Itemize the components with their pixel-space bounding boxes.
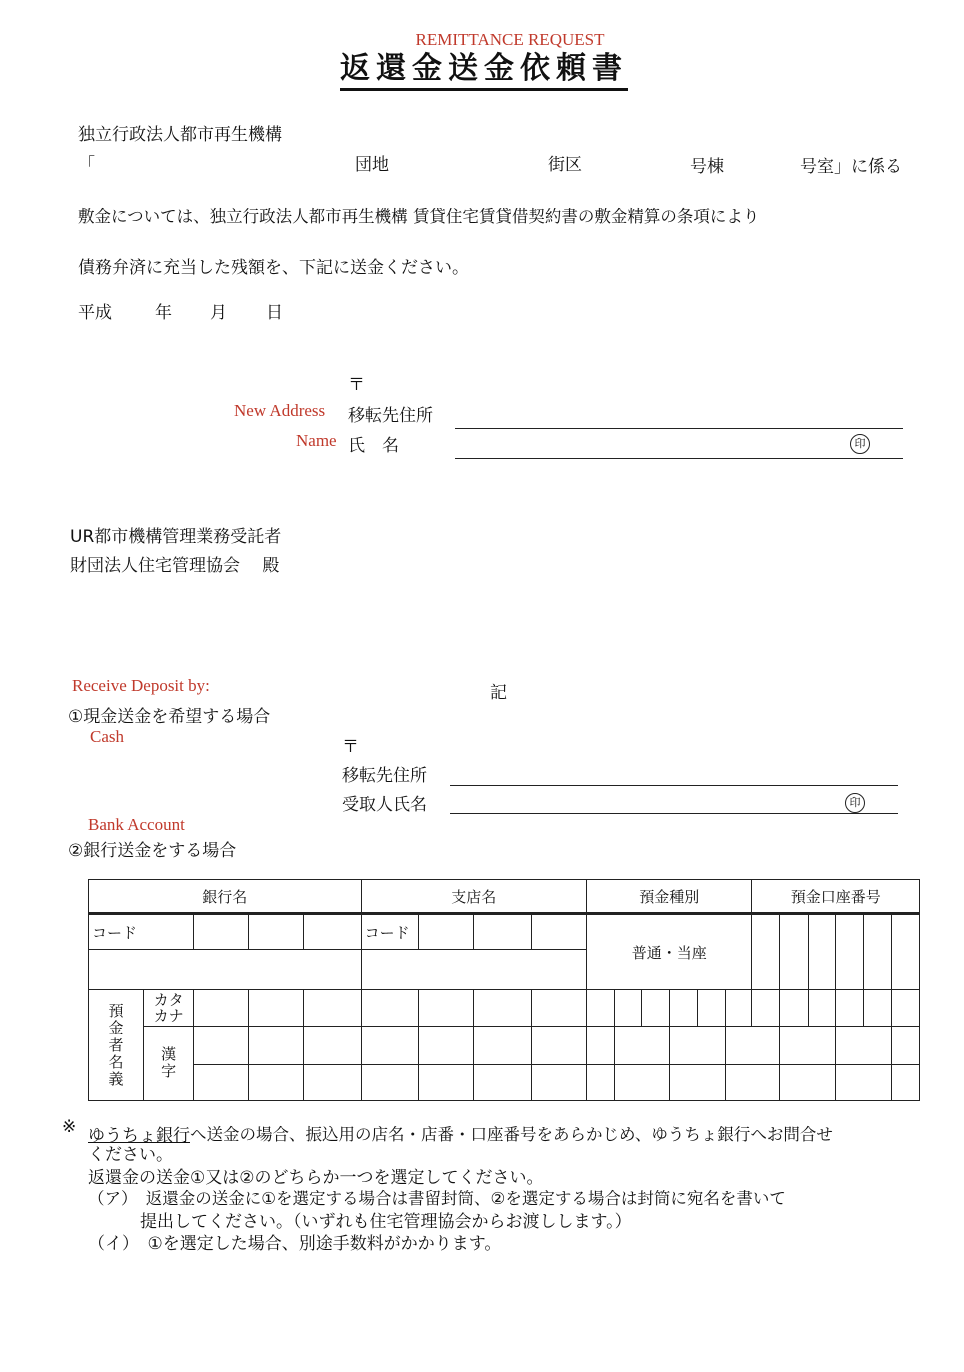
date-year: 年	[155, 303, 172, 323]
katakana-cell[interactable]	[698, 990, 726, 1026]
kanji-cell[interactable]	[780, 1064, 835, 1100]
cash-postal-mark: 〒	[342, 737, 359, 757]
kanji-label: 漢字	[159, 1046, 178, 1081]
kanji-cell[interactable]	[726, 1026, 780, 1064]
ki-label: 記	[490, 683, 507, 703]
kanji-cell[interactable]	[670, 1064, 726, 1100]
kanji-cell[interactable]	[304, 1026, 361, 1064]
gotou-label: 号棟	[690, 157, 724, 177]
postal-mark: 〒	[348, 375, 365, 395]
kanji-cell[interactable]	[615, 1026, 670, 1064]
katakana-cell[interactable]	[473, 990, 531, 1026]
danchi-label: 団地	[355, 155, 389, 175]
kanji-cell[interactable]	[780, 1026, 835, 1064]
date-day: 日	[266, 303, 283, 323]
branch-name-input[interactable]	[361, 950, 586, 990]
kanji-cell[interactable]	[835, 1026, 891, 1064]
kanji-cell[interactable]	[835, 1064, 891, 1100]
addressee-line1: UR都市機構管理業務受託者	[70, 527, 282, 547]
intro-line3: 敷金については、独立行政法人都市再生機構 賃貸住宅賃貸借契約書の敷金精算の条項により	[78, 207, 760, 226]
katakana-cell[interactable]	[891, 990, 919, 1026]
branch-code-cell[interactable]	[531, 914, 586, 950]
gaiku-label: 街区	[548, 155, 582, 175]
option1-en: Cash	[90, 727, 124, 746]
note-line4: （ア） 返還金の送金に①を選定する場合は書留封筒、②を選定する場合は封筒に宛名を書いて	[88, 1189, 786, 1208]
intro-line4: 債務弁済に充当した残額を、下記に送金ください。	[78, 258, 469, 278]
title-english: REMITTANCE REQUEST	[415, 30, 605, 49]
kanji-cell[interactable]	[418, 1064, 473, 1100]
katakana-cell[interactable]	[863, 990, 891, 1026]
bracket-open: 「	[78, 155, 95, 175]
title-japanese: 返還金送金依頼書	[340, 50, 628, 91]
katakana-cell[interactable]	[642, 990, 670, 1026]
kanji-cell[interactable]	[891, 1064, 919, 1100]
bank-code-cell[interactable]	[304, 914, 361, 950]
katakana-cell[interactable]	[615, 990, 642, 1026]
cash-address-jp: 移転先住所	[342, 766, 427, 786]
katakana-cell[interactable]	[304, 990, 361, 1026]
account-number-cell[interactable]	[808, 914, 835, 990]
account-number-cell[interactable]	[835, 914, 863, 990]
date-month: 月	[210, 303, 227, 323]
kanji-cell[interactable]	[249, 1026, 304, 1064]
holder-label-cell	[89, 990, 144, 1101]
receive-deposit-en: Receive Deposit by:	[72, 676, 210, 695]
name-field-line[interactable]	[455, 458, 903, 459]
katakana-cell[interactable]	[780, 990, 808, 1026]
katakana-cell[interactable]	[808, 990, 835, 1026]
katakana-cell[interactable]	[361, 990, 418, 1026]
cash-address-line[interactable]	[450, 785, 898, 786]
kanji-cell[interactable]	[361, 1064, 418, 1100]
kanji-cell[interactable]	[194, 1064, 249, 1100]
note-line3: 返還金の送金①又は②のどちらか一つを選定してください。	[88, 1168, 544, 1188]
cash-seal-icon: 印	[845, 793, 865, 813]
katakana-label: カタカナ	[144, 990, 194, 1026]
goushitsu-label: 号室」に係る	[800, 157, 902, 177]
katakana-cell[interactable]	[531, 990, 586, 1026]
bank-name-header: 銀行名	[89, 880, 362, 914]
kanji-cell[interactable]	[615, 1064, 670, 1100]
kanji-cell[interactable]	[726, 1064, 780, 1100]
katakana-cell[interactable]	[194, 990, 249, 1026]
katakana-cell[interactable]	[835, 990, 863, 1026]
recipient-name-jp: 受取人氏名	[342, 795, 427, 815]
bank-code-cell[interactable]	[194, 914, 249, 950]
account-number-cell[interactable]	[891, 914, 919, 990]
seal-icon: 印	[850, 434, 870, 454]
addressee-line2: 財団法人住宅管理協会 殿	[70, 556, 280, 576]
branch-code-label: コード	[361, 914, 418, 950]
account-type-value[interactable]: 普通・当座	[587, 914, 752, 990]
branch-name-header: 支店名	[361, 880, 586, 914]
katakana-cell[interactable]	[670, 990, 698, 1026]
kanji-cell[interactable]	[361, 1026, 418, 1064]
account-number-cell[interactable]	[752, 914, 780, 990]
katakana-cell[interactable]	[249, 990, 304, 1026]
katakana-cell[interactable]	[726, 990, 752, 1026]
kanji-cell[interactable]	[249, 1064, 304, 1100]
account-type-header: 預金種別	[587, 880, 752, 914]
bank-name-input[interactable]	[89, 950, 362, 990]
address-field-line[interactable]	[455, 428, 903, 429]
note-line5: 提出してください。（いずれも住宅管理協会からお渡しします。）	[140, 1212, 632, 1232]
holder-label: 預金者名義	[106, 1002, 125, 1088]
kanji-cell[interactable]	[670, 1026, 726, 1064]
bank-code-cell[interactable]	[249, 914, 304, 950]
note-line2: ください。	[88, 1145, 173, 1165]
account-number-cell[interactable]	[863, 914, 891, 990]
date-era: 平成	[78, 303, 112, 323]
note-line6: （イ） ①を選定した場合、別途手数料がかかります。	[88, 1234, 502, 1254]
katakana-cell[interactable]	[752, 990, 780, 1026]
note-line1: へ送金の場合、振込用の店名・店番・口座番号をあらかじめ、ゆうちょ銀行へお問合せ	[190, 1125, 833, 1144]
option2-en: Bank Account	[88, 815, 185, 834]
org-name: 独立行政法人都市再生機構	[78, 125, 282, 145]
account-number-header: 預金口座番号	[752, 880, 920, 914]
kanji-label-cell	[144, 1026, 194, 1100]
kanji-cell[interactable]	[473, 1064, 531, 1100]
katakana-cell[interactable]	[587, 990, 615, 1026]
option2-jp: ②銀行送金をする場合	[68, 841, 237, 861]
kanji-cell[interactable]	[891, 1026, 919, 1064]
bank-table	[88, 879, 920, 1101]
kanji-cell[interactable]	[418, 1026, 473, 1064]
katakana-cell[interactable]	[418, 990, 473, 1026]
branch-code-cell[interactable]	[473, 914, 531, 950]
bank-code-label: コード	[89, 914, 194, 950]
new-address-jp: 移転先住所	[348, 406, 433, 426]
kanji-cell[interactable]	[587, 1064, 615, 1100]
kanji-cell[interactable]	[531, 1064, 586, 1100]
account-number-cell[interactable]	[780, 914, 808, 990]
kanji-cell[interactable]	[194, 1026, 249, 1064]
new-address-en: New Address	[234, 401, 326, 420]
name-jp: 氏 名	[348, 436, 399, 456]
option1-jp: ①現金送金を希望する場合	[68, 707, 271, 727]
name-en: Name	[296, 431, 337, 450]
kanji-cell[interactable]	[304, 1064, 361, 1100]
kanji-cell[interactable]	[531, 1026, 586, 1064]
recipient-name-line[interactable]	[450, 813, 898, 814]
note-mark: ※	[62, 1117, 77, 1137]
yucho-bank: ゆうちょ銀行	[88, 1126, 190, 1146]
branch-code-cell[interactable]	[418, 914, 473, 950]
kanji-cell[interactable]	[587, 1026, 615, 1064]
kanji-cell[interactable]	[473, 1026, 531, 1064]
